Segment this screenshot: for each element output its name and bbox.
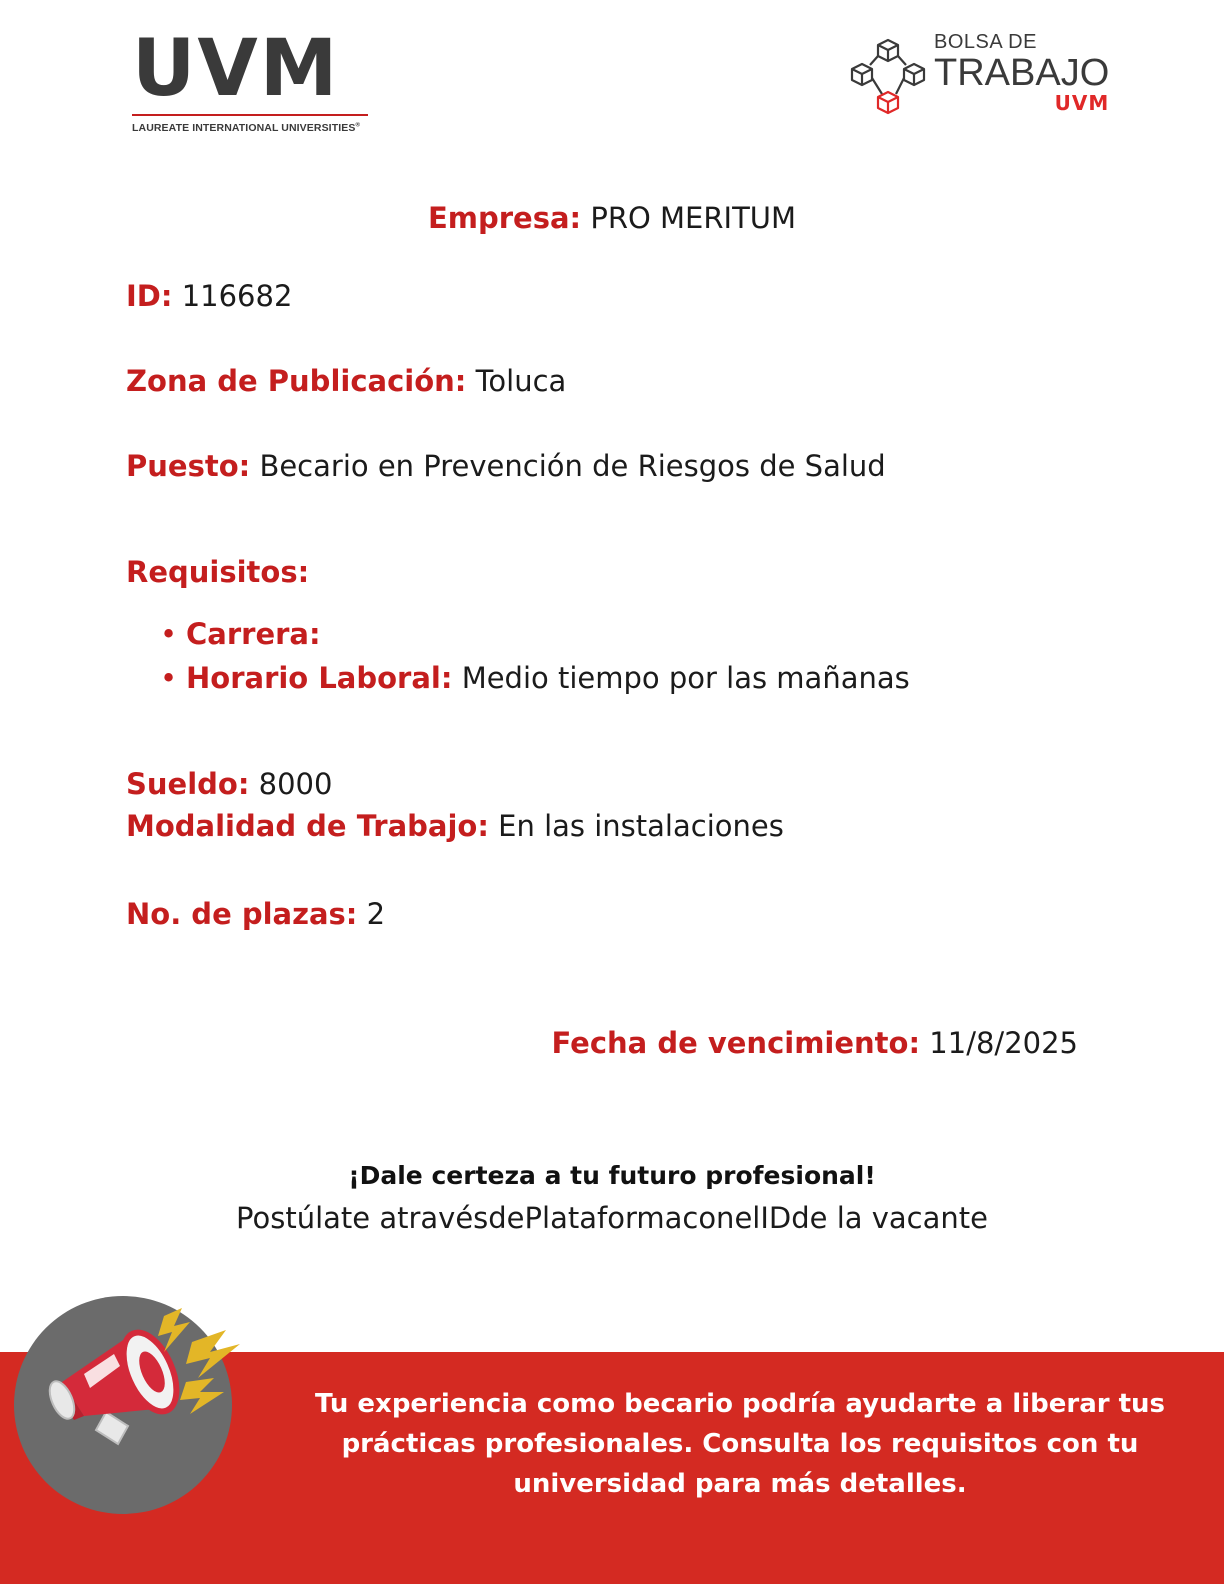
cubes-network-icon bbox=[848, 34, 934, 120]
footer-message bbox=[300, 1384, 1180, 1504]
requisitos-heading bbox=[126, 554, 309, 590]
uvm-logo-subtitle-text: LAUREATE INTERNATIONAL UNIVERSITIES bbox=[132, 122, 356, 134]
bolsa-logo-text bbox=[934, 30, 1109, 114]
list-item bbox=[160, 656, 910, 700]
bolsa-de-trabajo-logo bbox=[848, 30, 1108, 122]
sueldo-line bbox=[126, 766, 332, 802]
puesto-label: Puesto: bbox=[126, 449, 251, 483]
cta-subtitle: Postúlate atravésdePlataformaconelIDde la vacante bbox=[236, 1201, 988, 1235]
horario-label: Horario Laboral: bbox=[186, 661, 453, 695]
puesto-line bbox=[126, 448, 886, 484]
zona-line bbox=[126, 363, 566, 399]
requisitos-label: Requisitos: bbox=[126, 555, 310, 589]
id-line bbox=[126, 278, 292, 314]
carrera-label: Carrera: bbox=[186, 617, 321, 651]
zona-value: Toluca bbox=[475, 364, 567, 398]
bolsa-logo-line1: BOLSA DE bbox=[934, 31, 1037, 53]
requisitos-list bbox=[160, 612, 910, 700]
plazas-label: No. de plazas: bbox=[126, 897, 358, 931]
bullet-icon: • bbox=[160, 661, 178, 695]
modalidad-label: Modalidad de Trabajo: bbox=[126, 809, 489, 843]
empresa-value: PRO MERITUM bbox=[590, 201, 797, 235]
uvm-logo-subtitle bbox=[132, 122, 368, 134]
registered-mark: ® bbox=[355, 122, 360, 129]
id-value: 116682 bbox=[181, 279, 293, 313]
cta-title: ¡Dale certeza a tu futuro profesional! bbox=[348, 1161, 876, 1190]
sueldo-value: 8000 bbox=[258, 767, 333, 801]
zona-label: Zona de Publicación: bbox=[126, 364, 467, 398]
id-label: ID: bbox=[126, 279, 173, 313]
list-item bbox=[160, 612, 910, 656]
plazas-line bbox=[126, 896, 385, 932]
modalidad-line bbox=[126, 808, 784, 844]
footer-line2: prácticas profesionales. Consulta los requisitos con tu bbox=[341, 1429, 1139, 1459]
sueldo-label: Sueldo: bbox=[126, 767, 250, 801]
empresa-label: Empresa: bbox=[427, 201, 582, 235]
uvm-logo-wordmark: UVM bbox=[132, 24, 340, 114]
uvm-logo-rule bbox=[132, 114, 368, 116]
modalidad-value: En las instalaciones bbox=[498, 809, 784, 843]
bullet-icon: • bbox=[160, 617, 178, 651]
footer-line3: universidad para más detalles. bbox=[513, 1469, 967, 1499]
fecha-label: Fecha de vencimiento: bbox=[551, 1026, 921, 1060]
uvm-logo bbox=[132, 24, 368, 134]
fecha-line bbox=[552, 1025, 1078, 1061]
horario-value: Medio tiempo por las mañanas bbox=[461, 661, 910, 695]
footer-line1: Tu experiencia como becario podría ayudarte a liberar tus bbox=[314, 1389, 1166, 1419]
fecha-value: 11/8/2025 bbox=[929, 1026, 1078, 1060]
bolsa-logo-line2: TRABAJO bbox=[934, 52, 1110, 94]
plazas-value: 2 bbox=[366, 897, 386, 931]
megaphone-icon bbox=[14, 1296, 254, 1514]
puesto-value: Becario en Prevención de Riesgos de Salud bbox=[259, 449, 886, 483]
bolsa-logo-line3: UVM bbox=[1054, 91, 1110, 115]
empresa-line bbox=[0, 200, 1224, 236]
